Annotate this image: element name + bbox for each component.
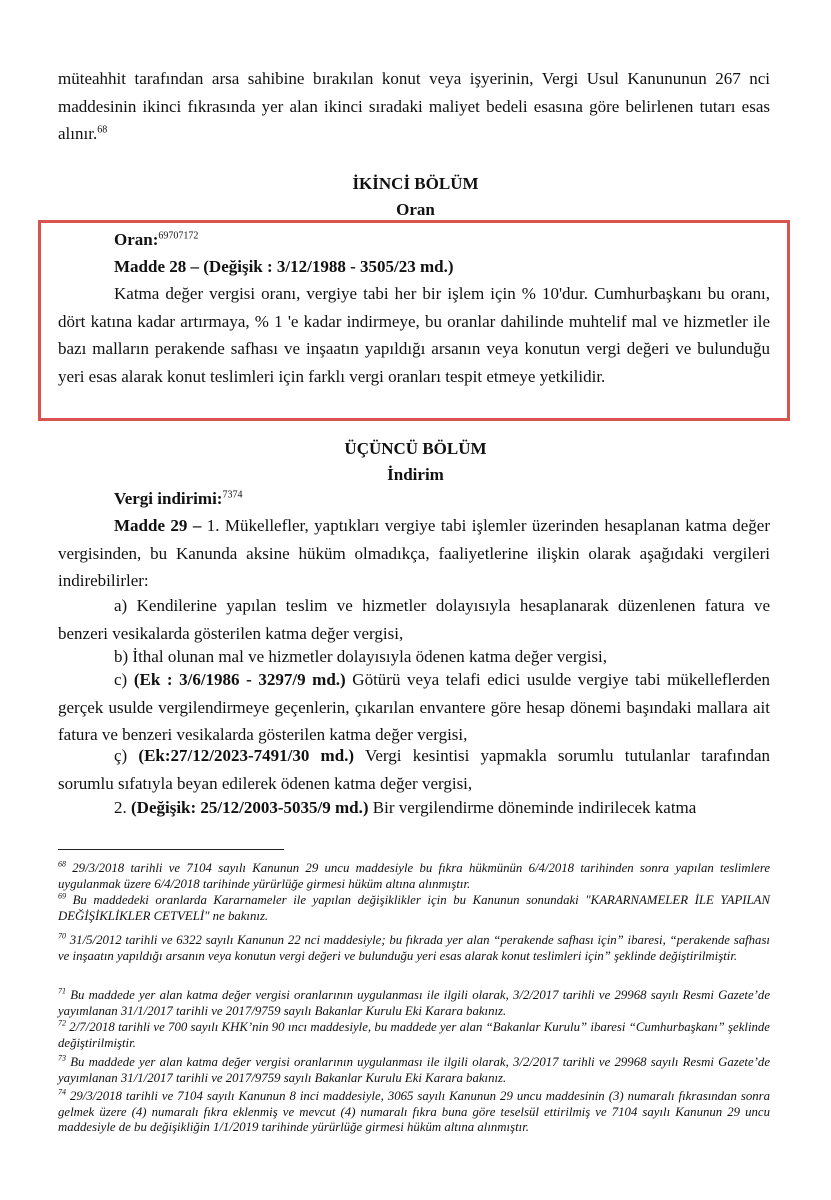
section-subheading: İndirim bbox=[387, 465, 444, 484]
list-item: a) Kendilerine yapılan teslim ve hizmetler dolayısıyla hesaplanarak düzenlenen fatura ve benzeri vesikalarda gösterilen katma değer vergisi, bbox=[58, 596, 770, 643]
list-item: ç) (Ek:27/12/2023-7491/30 md.) Vergi kesintisi yapmakla sorumlu tutulanlar tarafından sorumlu sıfatıyla beyan edilerek ödenen katma değer vergisi, bbox=[58, 746, 770, 793]
footnote-ref[interactable]: 69707172 bbox=[158, 230, 199, 242]
article-title: Oran:$^{69707172}$ bbox=[114, 230, 199, 249]
list-item: b) İthal olunan mal ve hizmetler dolayısıyla ödenen katma değer vergisi, bbox=[114, 647, 607, 666]
section-subheading: Oran bbox=[396, 200, 435, 219]
footnote: $^{68}$ 29/3/2018 tarihli ve 7104 sayılı Kanunun 29 uncu maddesiyle bu fıkra hükmünün 6/4/2018 tarihinden sonra yapılan teslimlere uygulanmak üzere 6/4/2018 tarihinde yürürlüğe girmesi hüküm altına alınmıştır. bbox=[58, 859, 770, 891]
section-heading: İKİNCİ BÖLÜM bbox=[352, 174, 479, 193]
section-heading: ÜÇÜNCÜ BÖLÜM bbox=[344, 439, 487, 458]
footnote: $^{74}$ 29/3/2018 tarihli ve 7104 sayılı Kanunun 8 inci maddesiyle, 3065 sayılı Kanunun 29 uncu maddesinin (3) numaralı fıkrasından sonra gelmek üzere (4) numaralı fıkra eklenmiş ve mevcut (4) numaralı fıkra buna göre teselsül ettirilmiş ve 7104 sayılı Kanunun 29 uncu maddesiyle de bu değişikliğin 1/1/2019 tarihinde yürürlüğe girmesi hüküm altına alınmıştır. bbox=[58, 1087, 770, 1135]
list-item: c) (Ek : 3/6/1986 - 3297/9 md.) Götürü veya telafi edici usulde vergiye tabi mükelleflerden gerçek usulde vergilendirmeye geçenlerin, çıkarılan envantere göre hesap dönemi başındaki mallara ait fatura ve benzeri vesikalarda gösterilen katma değer vergisi, bbox=[58, 670, 771, 744]
footnote: $^{70}$ 31/5/2012 tarihli ve 6322 sayılı Kanunun 22 nci maddesiyle; bu fıkrada yer alan “perakende safhası için” ibaresi, “perakende safhası ve inşaatın yapıldığı arsanın veya konutun vergi değeri ve bulunduğu yeri esas alarak konut teslimleri için” şeklinde değiştirilmiştir. bbox=[58, 931, 770, 963]
footnote: $^{69}$ Bu maddedeki oranlarda Kararnameler ile yapılan değişiklikler için bu Kanunun sonundaki "KARARNAMELER İLE YAPILAN DEĞİŞİKLİKLER CETVELİ" ne bakınız. bbox=[58, 891, 770, 923]
footnote-divider bbox=[58, 849, 284, 850]
footnote: $^{72}$ 2/7/2018 tarihli ve 700 sayılı KHK’nin 90 ıncı maddesiyle, bu maddede yer alan “Bakanlar Kurulu” ibaresi “Cumhurbaşkanı” şeklinde değiştirilmiştir. bbox=[58, 1018, 770, 1050]
article-title: Vergi indirimi:$^{7374}$ bbox=[114, 489, 243, 508]
footnote: $^{71}$ Bu maddede yer alan katma değer vergisi oranlarının uygulanması ile ilgili olarak, 3/2/2017 tarihli ve 29968 sayılı Resmi Gazete’de yayımlanan 31/1/2017 tarihli ve 2017/9759 sayılı Bakanlar Kurulu Eki Karara bakınız. bbox=[58, 986, 770, 1018]
article-body: Katma değer vergisi oranı, vergiye tabi her bir işlem için % 10'dur. Cumhurbaşkanı bu oranı, dört katına kadar artırmaya, % 1 'e kadar indirmeye, bu oranlar dahilinde muhtelif mal ve hizmetler ile bazı malların perakende safhası ve inşaatın yapıldığı arsanın veya konutun vergi değeri ve bulunduğu yeri esas alarak konut teslimleri için farklı vergi oranları tespit etmeye yetkilidir. bbox=[58, 284, 770, 386]
article-paragraph: 2. (Değişik: 25/12/2003-5035/9 md.) Bir vergilendirme döneminde indirilecek katma bbox=[114, 798, 697, 817]
footnote: $^{73}$ Bu maddede yer alan katma değer vergisi oranlarının uygulanması ile ilgili olarak, 3/2/2017 tarihli ve 29968 sayılı Resmi Gazete’de yayımlanan 31/1/2017 tarihli ve 2017/9759 sayılı Bakanlar Kurulu Eki Karara bakınız. bbox=[58, 1053, 770, 1085]
article-paragraph: Madde 29 – 1. Mükellefler, yaptıkları vergiye tabi işlemler üzerinden hesaplanan katma değer vergisinden, bu Kanunda aksine hüküm olmadıkça, faaliyetlerine ilişkin olarak aşağıdaki vergileri indirebilirler: bbox=[58, 516, 770, 590]
article-header: Madde 28 – (Değişik : 3/12/1988 - 3505/23 md.) bbox=[114, 257, 454, 276]
footnote-ref[interactable]: 7374 bbox=[222, 489, 243, 501]
footnote-ref[interactable]: 68 bbox=[97, 124, 108, 136]
intro-paragraph: müteahhit tarafından arsa sahibine bırakılan konut veya işyerinin, Vergi Usul Kanununun 267 nci maddesinin ikinci fıkrasında yer alan ikinci sıradaki maliyet bedeli esasına göre belirlenen tutarı esas alınır.$^{68}$ bbox=[58, 69, 770, 143]
